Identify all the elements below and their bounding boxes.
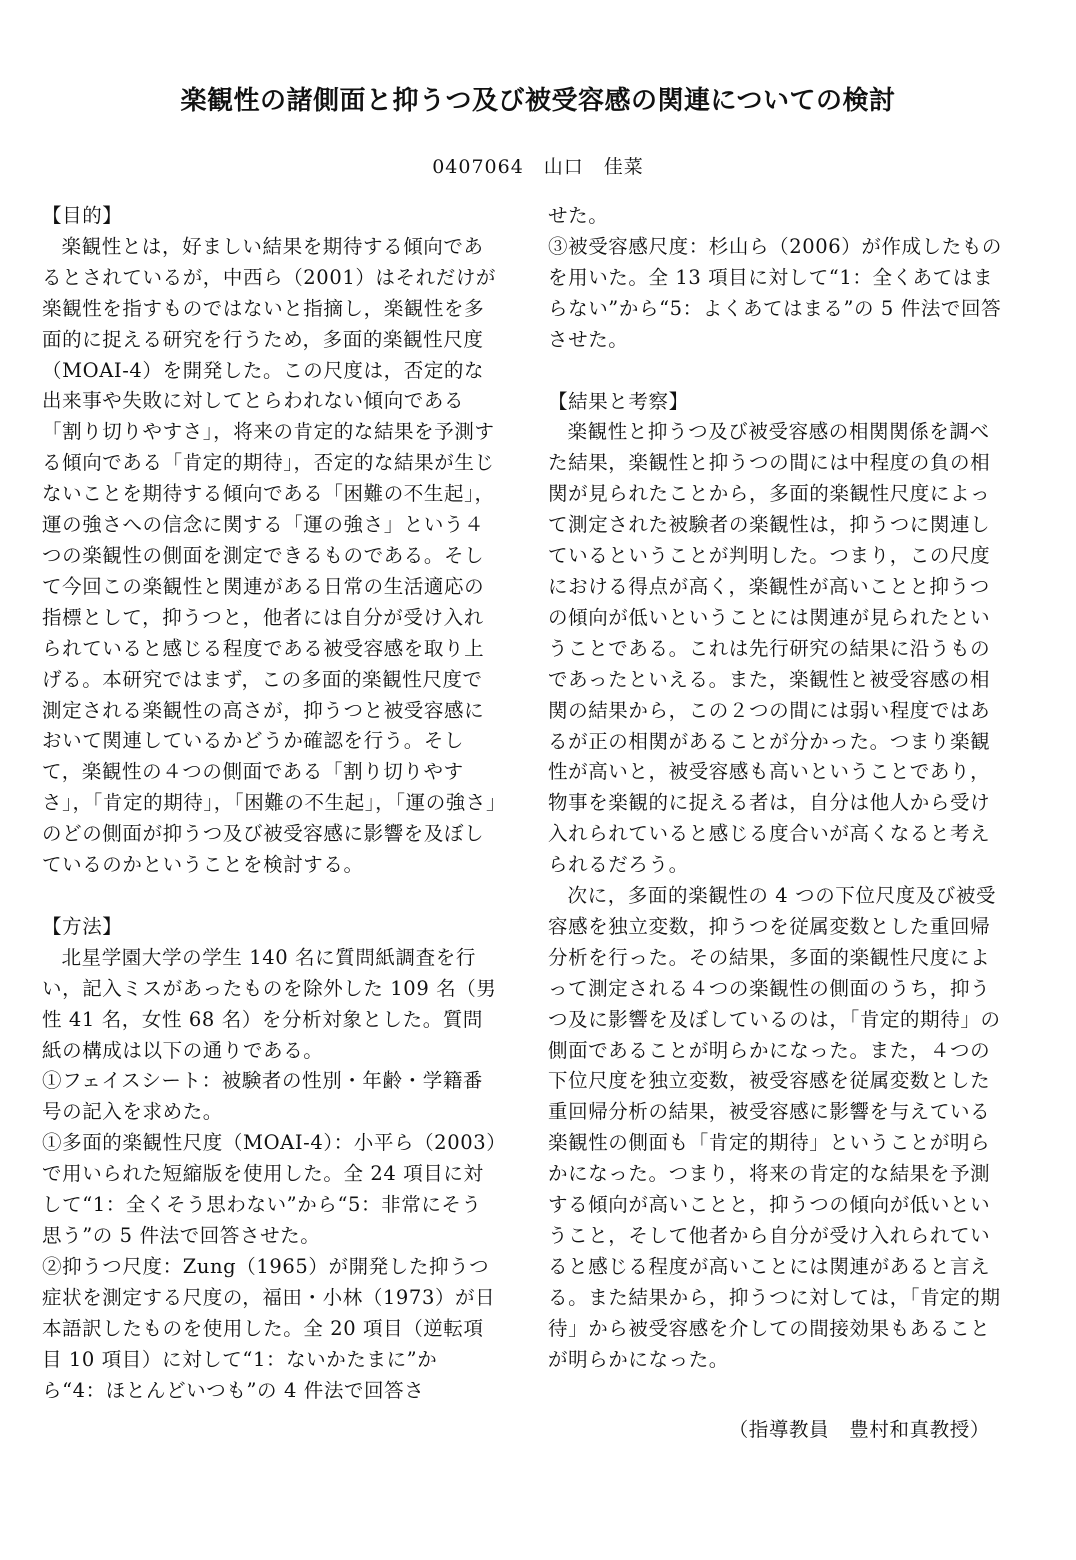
method-item-moai: ①多面的楽観性尺度（MOAI-4）：小平ら（2003）で用いられた短縮版を使用した。全 24 項目に対して“1：全くそう思わない”から“5：非常にそう思う”の 5 件法で回答させた。 <box>42 1131 497 1247</box>
method-body: 北星学園大学の学生 140 名に質問紙調査を行い，記入ミスがあったものを除外した 109 名（男性 41 名，女性 68 名）を分析対象とした。質問紙の構成は以下の通りである。 <box>42 945 497 1062</box>
left-column <box>42 201 500 1406</box>
method-heading: 【方法】 <box>42 914 123 938</box>
section-gap <box>548 356 1006 387</box>
author-line: 0407064 山口 佳菜 <box>432 156 644 178</box>
results-heading: 【結果と考察】 <box>548 389 689 413</box>
advisor-note: （指導教員 豊村和真教授） <box>728 1418 990 1441</box>
results-para-1: 楽観性と抑うつ及び被受容感の相関関係を調べた結果，楽観性と抑うつの間には中程度の負の相関が見られたことから，多面的楽観性尺度によって測定された被験者の楽観性は，抑うつに関連しているということが判明した。つまり，この尺度における得点が高く，楽観性が高いことと抑うつの傾向が低いということには関連が見られたということである。これは先行研究の結果に沿うものであったといえる。また，楽観性と被受容感の相関の結果から，この２つの間には弱い程度ではあるが正の相関があることが分かった。つまり楽観性が高いと，被受容感も高いということであり，物事を楽観的に捉える者は，自分は他人から受け入れられていると感じる度合いが高くなると考えられるだろう。 <box>548 420 991 877</box>
method-item-acceptance: ③被受容感尺度：杉山ら（2006）が作成したものを用いた。全 13 項目に対して“1：全くあてはまらない”から“5：よくあてはまる”の 5 件法で回答させた。 <box>548 234 1003 351</box>
method-item-depression: ②抑うつ尺度：Zung（1965）が開発した抑うつ症状を測定する尺度の，福田・小林（1973）が日本語訳したものを使用した。全 20 項目（逆転項目 10 項目）に対して“1：ないかたまに”から“4：ほとんどいつも”の 4 件法で回答さ <box>42 1254 496 1402</box>
results-para-2: 次に，多面的楽観性の 4 つの下位尺度及び被受容感を独立変数，抑うつを従属変数とした重回帰分析を行った。その結果，多面的楽観性尺度によって測定される４つの楽観性の側面のうち，抑うつ及に影響を及ぼしているのは，「肯定的期待」の側面であることが明らかになった。また，４つの下位尺度を独立変数，被受容感を従属変数とした重回帰分析の結果，被受容感に影響を与えている楽観性の側面も「肯定的期待」ということが明らかになった。つまり，将来の肯定的な結果を予測する傾向が高いことと，抑うつの傾向が低いということ，そして他者から自分が受け入れられていると感じる程度が高いことには関連があると言える。また結果から，抑うつに対しては，「肯定的期待」から被受容感を介しての間接効果もあることが明らかになった。 <box>548 884 1001 1371</box>
method-item-face-sheet: ①フェイスシート：被験者の性別・年齢・学籍番号の記入を求めた。 <box>42 1069 484 1124</box>
purpose-body: 楽観性とは，好ましい結果を期待する傾向であるとされているが，中西ら（2001）はそれだけが楽観性を指すものではないと指摘し，楽観性を多面的に捉える研究を行うため，多面的楽観性尺度（MOAI-4）を開発した。この尺度は，否定的な出来事や失敗に対してとらわれない傾向である「割り切りやすさ」，将来の肯定的な結果を予測する傾向である「肯定的期待」，否定的な結果が生じないことを期待する傾向である「困難の不生起」，運の強さへの信念に関する「運の強さ」という４つの楽観性の側面を測定できるものである。そして今回この楽観性と関連がある日常の生活適応の指標として，抑うつと，他者には自分が受け入れられていると感じる程度である被受容感を取り上げる。本研究ではまず，この多面的楽観性尺度で測定される楽観性の高さが，抑うつと被受容感において関連しているかどうか確認を行う。そして，楽観性の４つの側面である「割り切りやすさ」，「肯定的期待」，「困難の不生起」，「運の強さ」のどの側面が抑うつ及び被受容感に影響を及ぼしているのかということを検討する。 <box>42 234 497 877</box>
right-column <box>548 201 1006 1376</box>
method-item-depression-cont: せた。 <box>548 204 609 227</box>
purpose-heading: 【目的】 <box>42 204 123 227</box>
paper-title: 楽観性の諸側面と抑うつ及び被受容感の関連についての検討 <box>180 86 896 116</box>
section-gap <box>42 881 500 912</box>
